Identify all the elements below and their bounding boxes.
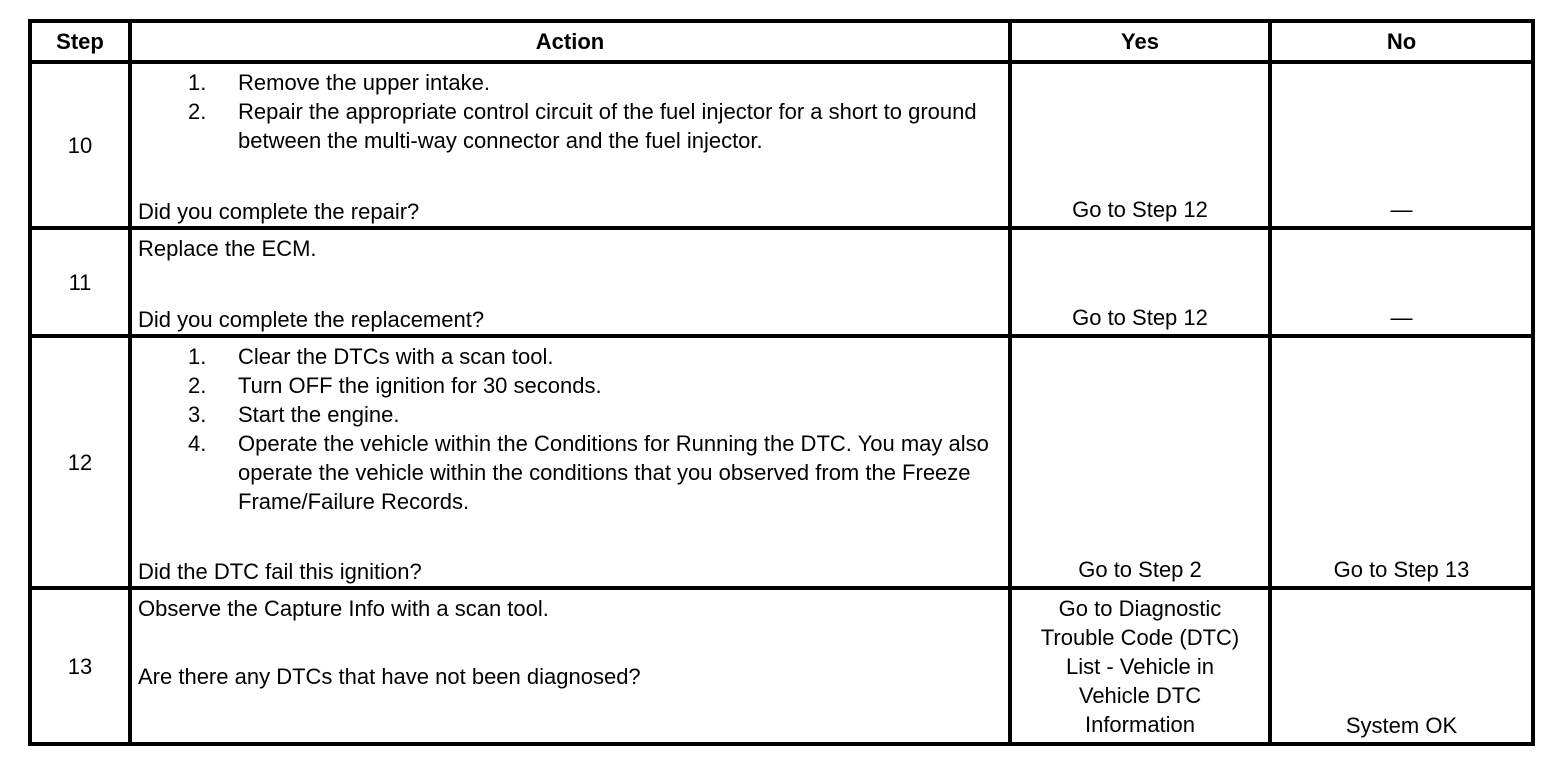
step-number: 12 bbox=[30, 336, 130, 588]
header-yes: Yes bbox=[1010, 21, 1270, 62]
action-cell bbox=[130, 228, 1010, 336]
diagnostic-table bbox=[28, 19, 1535, 746]
question-text: Did you complete the replacement? bbox=[138, 307, 485, 332]
instruction-item: 3. Start the engine. bbox=[188, 402, 400, 427]
table-row bbox=[30, 336, 1533, 588]
instruction-list bbox=[138, 68, 1002, 155]
no-cell: — bbox=[1270, 62, 1533, 228]
header-action: Action bbox=[130, 21, 1010, 62]
no-cell: System OK bbox=[1270, 588, 1533, 744]
table-row bbox=[30, 228, 1533, 336]
step-number: 13 bbox=[30, 588, 130, 744]
yes-cell: Go to Step 2 bbox=[1010, 336, 1270, 588]
step-number: 11 bbox=[30, 228, 130, 336]
instruction-item: 4. Operate the vehicle within the Conditions for Running the DTC. You may also operate the vehicle within the conditions that you observed from the Freeze Frame/Failure Records. bbox=[188, 431, 989, 514]
header-row bbox=[30, 21, 1533, 62]
action-cell bbox=[130, 588, 1010, 744]
instruction-text: Replace the ECM. bbox=[138, 236, 317, 261]
question-text: Did you complete the repair? bbox=[138, 199, 420, 224]
instruction-list bbox=[138, 342, 1002, 516]
table-row bbox=[30, 588, 1533, 744]
question-text: Did the DTC fail this ignition? bbox=[138, 559, 422, 584]
yes-cell: Go to Diagnostic Trouble Code (DTC) List - Vehicle in Vehicle DTC Information bbox=[1010, 588, 1270, 744]
instruction-item: 1. Remove the upper intake. bbox=[188, 70, 490, 95]
table-row bbox=[30, 62, 1533, 228]
no-cell: — bbox=[1270, 228, 1533, 336]
yes-cell: Go to Step 12 bbox=[1010, 62, 1270, 228]
header-step: Step bbox=[30, 21, 130, 62]
action-cell bbox=[130, 62, 1010, 228]
question-text: Are there any DTCs that have not been diagnosed? bbox=[138, 664, 641, 689]
header-no: No bbox=[1270, 21, 1533, 62]
no-cell: Go to Step 13 bbox=[1270, 336, 1533, 588]
instruction-item: 1. Clear the DTCs with a scan tool. bbox=[188, 344, 554, 369]
instruction-item: 2. Repair the appropriate control circuit of the fuel injector for a short to ground between the multi-way connector and the fuel injector. bbox=[188, 99, 977, 153]
instruction-text: Observe the Capture Info with a scan tool. bbox=[138, 596, 549, 621]
step-number: 10 bbox=[30, 62, 130, 228]
instruction-item: 2. Turn OFF the ignition for 30 seconds. bbox=[188, 373, 602, 398]
yes-cell: Go to Step 12 bbox=[1010, 228, 1270, 336]
action-cell bbox=[130, 336, 1010, 588]
